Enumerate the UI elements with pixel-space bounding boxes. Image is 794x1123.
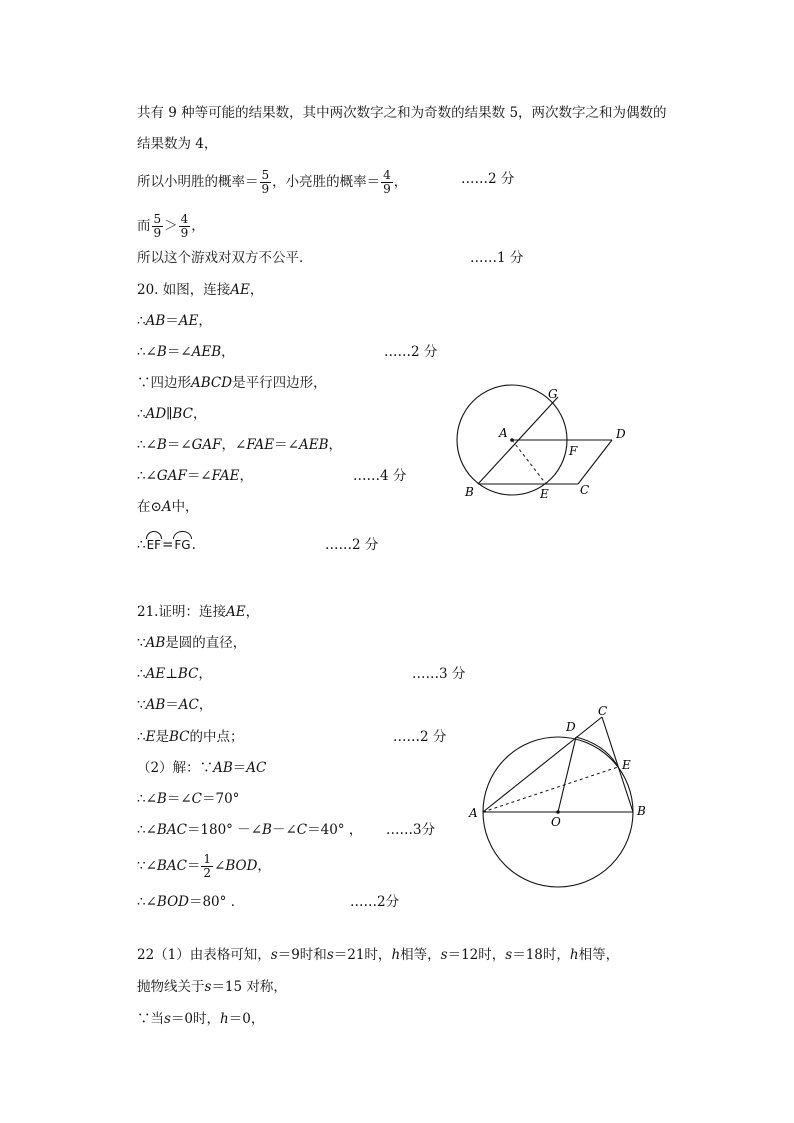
text: ， — [192, 406, 207, 422]
arc-fg: FG — [173, 535, 191, 555]
var: B — [156, 791, 167, 807]
var: AC — [178, 697, 199, 713]
var: AEB — [298, 437, 329, 453]
text: ＝ — [165, 313, 179, 329]
text: 中， — [171, 499, 199, 515]
denominator: 9 — [261, 182, 270, 196]
label-g: G — [548, 387, 558, 401]
text: （2）解：∵ — [137, 760, 214, 776]
text-line — [137, 169, 407, 196]
text-line — [137, 213, 205, 240]
score-note: ……3 分 — [412, 666, 466, 682]
text: ∴ — [137, 666, 146, 682]
fraction — [260, 169, 272, 196]
text-line: 共有 9 种等可能的结果数，其中两次数字之和为奇数的结果数 5，两次数字之和为偶数的 — [137, 105, 667, 121]
var: BC — [168, 729, 190, 745]
text: 是平行四边形， — [232, 375, 327, 391]
var: AC — [246, 760, 267, 776]
text-line — [137, 497, 199, 517]
var: AE — [230, 282, 250, 298]
var: BC — [177, 666, 199, 682]
text: ， — [249, 282, 264, 298]
label-d: D — [566, 720, 576, 734]
label-a: A — [469, 806, 478, 820]
text: ∴ — [137, 729, 146, 745]
fraction — [381, 169, 393, 196]
text-line — [137, 435, 342, 455]
segment-ae-dashed — [512, 440, 546, 484]
var: s — [270, 947, 278, 963]
label-b: B — [637, 804, 646, 818]
var: B — [156, 344, 167, 360]
segment-dc — [578, 440, 612, 484]
text: ∥ — [166, 406, 173, 422]
text: ∴ — [137, 537, 146, 553]
text: ＝80° ． — [188, 894, 245, 910]
fraction — [201, 853, 213, 880]
text-line — [137, 727, 243, 747]
text: ∴∠ — [137, 468, 157, 484]
text: ∠ — [214, 858, 226, 874]
text: ， — [191, 218, 205, 234]
text: ∴∠ — [137, 894, 157, 910]
var: AD — [145, 406, 167, 422]
var: AB — [213, 760, 233, 776]
text: 21.证明：连接 — [137, 604, 226, 620]
text: ∴∠ — [137, 822, 157, 838]
text: ＝ — [165, 697, 179, 713]
fraction — [179, 213, 191, 240]
text: ＝70° — [201, 791, 240, 807]
figure-21-diagram — [460, 700, 660, 890]
numerator: 5 — [153, 212, 162, 226]
var: h — [569, 947, 579, 963]
text: 22（1）由表格可知， — [137, 947, 271, 963]
var: AB — [145, 635, 166, 651]
denominator: 9 — [383, 182, 391, 196]
label-e: E — [622, 758, 631, 772]
arc-ef: EF — [146, 535, 162, 555]
var: AE — [145, 666, 166, 682]
text: 是圆的直径， — [165, 635, 247, 651]
text-line — [137, 342, 235, 362]
text: －∠ — [271, 822, 297, 838]
text: 而 — [137, 218, 151, 234]
text: ∴ — [137, 406, 146, 422]
text: 是 — [155, 729, 169, 745]
text-line — [137, 404, 206, 424]
label-b: B — [465, 485, 474, 499]
text-line — [137, 466, 253, 486]
text: ∵∠ — [137, 858, 157, 874]
text: ＝∠ — [166, 791, 192, 807]
text: 在⊙ — [137, 499, 162, 515]
var: BC — [172, 406, 193, 422]
text: ＝0时， — [170, 1011, 221, 1027]
text: = — [162, 537, 174, 553]
var: C — [191, 791, 202, 807]
text: 的中点； — [189, 729, 244, 745]
numerator: 4 — [383, 168, 391, 182]
segment-ac — [483, 717, 602, 812]
label-e: E — [540, 487, 549, 501]
text: ， — [393, 174, 408, 190]
label-c: C — [598, 704, 608, 718]
text: ∵ — [137, 635, 146, 651]
score-note: ……4 分 — [353, 468, 407, 484]
text: ， — [198, 666, 212, 682]
text: ，小亮胜的概率＝ — [272, 174, 381, 190]
text: ∴∠ — [137, 437, 157, 453]
score-note: ……1 分 — [470, 250, 524, 266]
score-note: ……3分 — [386, 822, 436, 838]
score-note: ……2 分 — [461, 171, 515, 187]
text: ＝12时， — [447, 947, 506, 963]
text: ， — [221, 344, 235, 360]
numerator: 4 — [180, 212, 189, 226]
text: ＝180° －∠ — [186, 822, 263, 838]
var: A — [161, 499, 172, 515]
problem-22-line — [137, 945, 619, 965]
text: ， — [198, 313, 212, 329]
label-o: O — [551, 815, 561, 829]
text-line — [137, 977, 287, 997]
var: FAE — [211, 468, 240, 484]
text: ， — [198, 697, 213, 713]
denominator: 2 — [203, 866, 212, 880]
text: ＞ — [164, 218, 178, 234]
var: h — [391, 947, 401, 963]
label-d: D — [616, 427, 626, 441]
text: ∵四边形 — [137, 375, 191, 391]
score-note: ……2分 — [350, 894, 400, 910]
center-point-a — [510, 438, 514, 442]
text: ＝∠ — [166, 344, 192, 360]
text-line — [137, 789, 239, 809]
segment-ae-dashed — [483, 767, 618, 812]
text-line — [137, 853, 271, 880]
var: s — [505, 947, 513, 963]
var: ABCD — [191, 375, 233, 391]
text: ，∠ — [221, 437, 247, 453]
var: FAE — [246, 437, 275, 453]
problem-20-title — [137, 280, 263, 300]
text: ＝9时和 — [277, 947, 327, 963]
var: GAF — [191, 437, 222, 453]
var: C — [296, 822, 308, 838]
var: AB — [145, 313, 166, 329]
text: ， — [245, 604, 260, 620]
text-line — [137, 892, 244, 912]
text-line — [137, 311, 212, 331]
text: ∵ — [137, 697, 146, 713]
text: ∴∠ — [137, 791, 157, 807]
segment-do — [558, 737, 576, 812]
text: ⊥ — [165, 666, 178, 682]
score-note: ……2 分 — [384, 344, 438, 360]
text: ， — [328, 437, 343, 453]
var: AE — [225, 604, 246, 620]
text: . — [191, 537, 196, 553]
var: BOD — [156, 894, 189, 910]
text: ＝18时， — [512, 947, 570, 963]
problem-21-title — [137, 602, 259, 622]
var: s — [440, 947, 448, 963]
text-line — [137, 758, 266, 778]
text: ， — [257, 858, 271, 874]
label-c: C — [580, 483, 590, 497]
numerator: 5 — [261, 168, 270, 182]
var: BOD — [225, 858, 258, 874]
text-line — [137, 1009, 264, 1029]
var: AE — [178, 313, 199, 329]
text: ＝∠ — [166, 437, 192, 453]
text: ∴ — [137, 313, 146, 329]
text: ＝ — [232, 760, 247, 776]
text: 所以小明胜的概率＝ — [137, 174, 259, 190]
text: ＝ — [186, 858, 201, 874]
center-point-o — [556, 810, 560, 814]
score-note: ……2 分 — [393, 729, 447, 745]
label-f: F — [569, 444, 578, 458]
fraction — [152, 213, 164, 240]
var: GAF — [156, 468, 187, 484]
text: 相等， — [578, 947, 620, 963]
text: ＝0， — [228, 1011, 265, 1027]
text: ＝15 对称， — [211, 979, 287, 995]
var: s — [164, 1011, 171, 1027]
var: BAC — [156, 822, 187, 838]
text-line — [137, 695, 212, 715]
score-note: ……2 分 — [325, 537, 379, 553]
text-line — [137, 664, 212, 684]
var: BAC — [156, 858, 187, 874]
text: ， — [239, 468, 253, 484]
text: 相等， — [400, 947, 441, 963]
text: ＝∠ — [186, 468, 212, 484]
text-line — [137, 820, 362, 840]
var: B — [262, 822, 272, 838]
text-line — [137, 535, 196, 555]
text: 抛物线关于 — [137, 979, 205, 995]
var: s — [204, 979, 212, 995]
text-line: 结果数为 4， — [137, 136, 218, 152]
var: AEB — [191, 344, 222, 360]
text-line: 所以这个游戏对双方不公平． — [137, 250, 313, 266]
text: ＝21时， — [333, 947, 392, 963]
denominator: 9 — [153, 226, 162, 240]
numerator: 1 — [203, 852, 212, 866]
var: s — [326, 947, 334, 963]
text: ∵当 — [137, 1011, 164, 1027]
denominator: 9 — [180, 226, 189, 240]
figure-20-diagram — [440, 380, 650, 505]
text: ＝∠ — [274, 437, 299, 453]
var: AB — [145, 697, 166, 713]
var: E — [145, 729, 156, 745]
var: h — [220, 1011, 229, 1027]
var: B — [156, 437, 167, 453]
text: ＝40° ， — [307, 822, 363, 838]
text: 20. 如图，连接 — [137, 282, 231, 298]
text-line — [137, 373, 327, 393]
text-line — [137, 633, 246, 653]
label-a: A — [499, 426, 508, 440]
text: ∴∠ — [137, 344, 157, 360]
